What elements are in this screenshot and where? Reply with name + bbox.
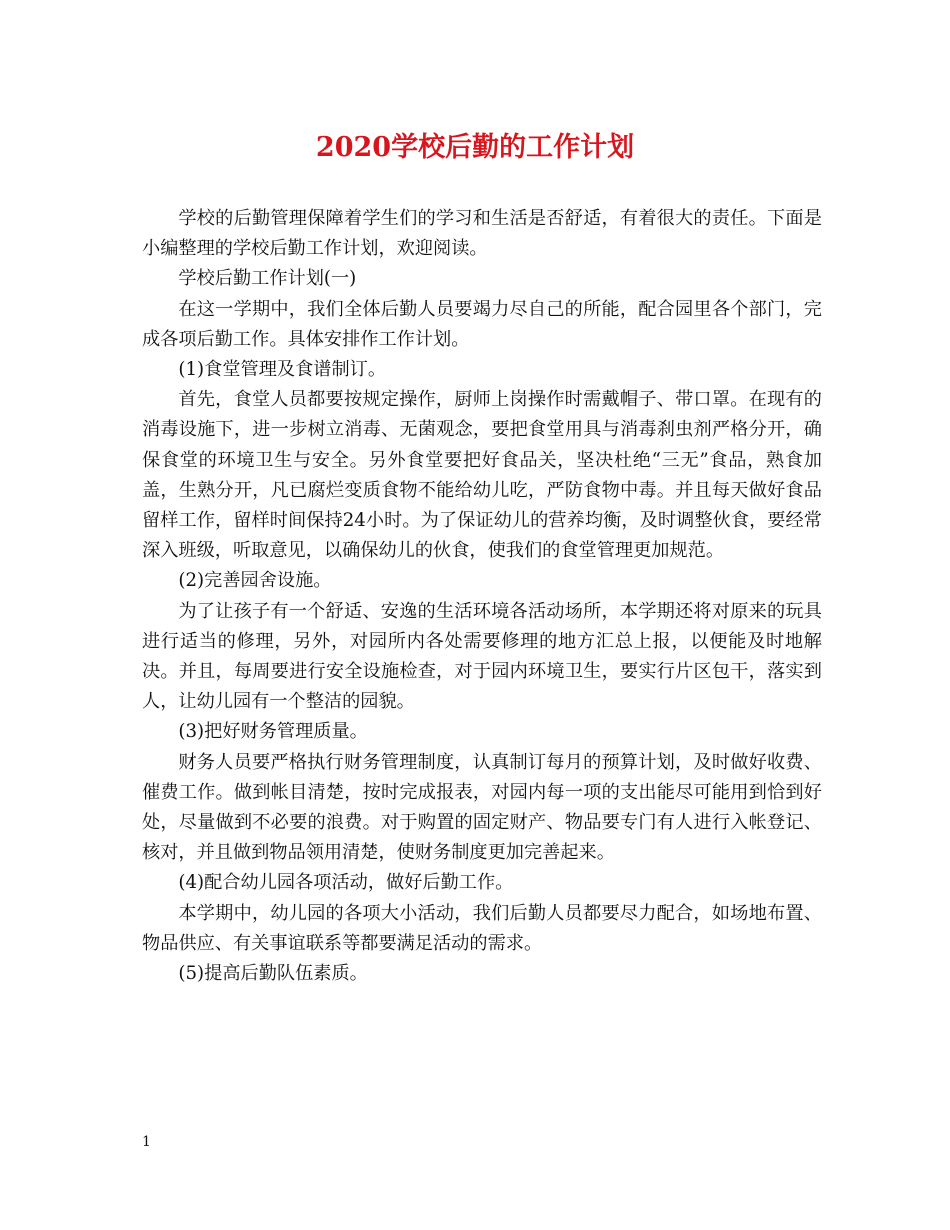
paragraph-section-2-heading: (2)完善园舍设施。	[178, 570, 332, 592]
paragraph-section-1-body: 首先，食堂人员都要按规定操作，厨师上岗操作时需戴帽子、带口罩。在现有的消毒设施下，进一步树立消毒、无菌观念，要把食堂用具与消毒刹虫剂严格分开，确保食堂的环境卫生与安全。另外食堂要把好食品关，坚决杜绝“三无”食品，熟食加盖，生熟分开，凡已腐烂变质食物不能给幼儿吃，严防食物中毒。并且每天做好食品留样工作，留样时间保持24小时。为了保证幼儿的营养均衡，及时调整伙食，要经常深入班级，听取意见，以确保幼儿的伙食，使我们的食堂管理更加规范。	[142, 389, 822, 562]
document-title: 2020学校后勤的工作计划	[315, 132, 635, 163]
paragraph-section-2-body: 为了让孩子有一个舒适、安逸的生活环境各活动场所，本学期还将对原来的玩具进行适当的修理，另外，对园所内各处需要修理的地方汇总上报，以便能及时地解决。并且，每周要进行安全设施检查，对于园内环境卫生，要实行片区包干，落实到人，让幼儿园有一个整洁的园貌。	[142, 600, 822, 713]
paragraph-section-4-heading: (4)配合幼儿园各项活动，做好后勤工作。	[178, 872, 514, 894]
paragraph-section-1-heading: (1)食堂管理及食谱制订。	[178, 359, 387, 381]
paragraph-intro: 学校的后勤管理保障着学生们的学习和生活是否舒适，有着很大的责任。下面是小编整理的学校后勤工作计划，欢迎阅读。	[142, 208, 822, 260]
paragraph-plan-overview: 在这一学期中，我们全体后勤人员要竭力尽自己的所能，配合园里各个部门，完成各项后勤工作。具体安排作工作计划。	[142, 298, 822, 350]
page-number: 1	[142, 1134, 151, 1150]
paragraph-plan-heading: 学校后勤工作计划(一)	[178, 268, 357, 290]
paragraph-section-3-heading: (3)把好财务管理质量。	[178, 721, 368, 743]
paragraph-section-5-heading: (5)提高后勤队伍素质。	[178, 963, 368, 985]
document-body	[142, 204, 822, 989]
paragraph-section-3-body: 财务人员要严格执行财务管理制度，认真制订每月的预算计划，及时做好收费、催费工作。做到帐目清楚，按时完成报表，对园内每一项的支出能尽可能用到恰到好处，尽量做到不必要的浪费。对于购置的固定财产、物品要专门有人进行入帐登记、核对，并且做到物品领用清楚，使财务制度更加完善起来。	[142, 751, 822, 864]
paragraph-section-4-body: 本学期中，幼儿园的各项大小活动，我们后勤人员都要尽力配合，如场地布置、物品供应、有关事谊联系等都要满足活动的需求。	[142, 902, 822, 954]
